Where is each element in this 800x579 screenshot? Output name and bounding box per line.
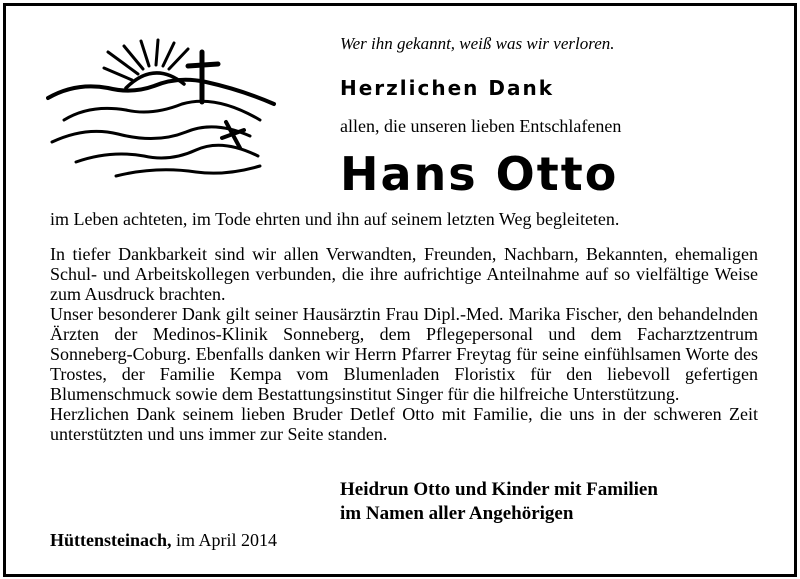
place-date: [50, 530, 277, 551]
place-date-text: im April 2014: [176, 530, 278, 550]
signature-line-2: im Namen aller Angehörigen: [340, 503, 574, 524]
intro-text: allen, die unseren lieben Entschlafenen: [340, 116, 622, 136]
obituary-card: [3, 3, 797, 577]
thank-you-body: [50, 244, 758, 444]
heading-herzlichen-dank: Herzlichen Dank: [340, 76, 555, 100]
paragraph-brother: Herzlichen Dank seinem lieben Bruder Detlef Otto mit Familie, die uns in der schweren Zeit unterstützten und uns immer zur Seite standen.: [50, 404, 758, 444]
signature: [340, 478, 658, 526]
place-town: Hüttensteinach,: [50, 530, 172, 550]
hills-sunrise-cross-icon: [46, 38, 278, 178]
lead-text: im Leben achteten, im Tode ehrten und ihn auf seinem letzten Weg begleiteten.: [50, 209, 620, 229]
signature-line-1: Heidrun Otto und Kinder mit Familien: [340, 479, 658, 500]
paragraph-doctors: Unser besonderer Dank gilt seiner Hausärztin Frau Dipl.-Med. Marika Fischer, den behandelnden Ärzten der Medinos-Klinik Sonneberg, dem Pflegepersonal und dem Facharztzentrum Sonneberg-Coburg. Ebenfalls danken wir Herrn Pfarrer Freytag für seine einfühlsamen Worte des Trostes, der Familie Kempa vom Blumenladen Floristix für den liebevoll gefertigen Blumenschmuck sowie dem Bestattungsinstitut Singer für die hilfreiche Unterstützung.: [50, 304, 758, 404]
deceased-name: Hans Otto: [340, 147, 619, 201]
paragraph-relatives: In tiefer Dankbarkeit sind wir allen Verwandten, Freunden, Nachbarn, Bekannten, ehemaligen Schul- und Arbeitskollegen verbunden, die ihre aufrichtige Anteilnahme auf so vielfältige Weise zum Ausdruck brachten.: [50, 244, 758, 304]
motto: Wer ihn gekannt, weiß was wir verloren.: [340, 34, 615, 53]
